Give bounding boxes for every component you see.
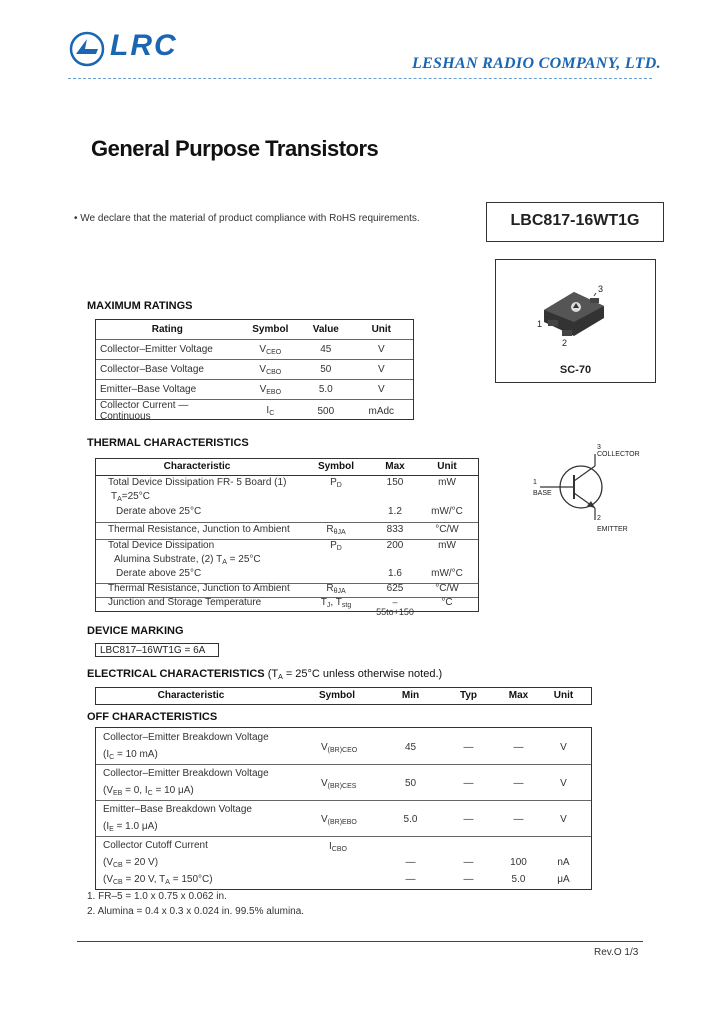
- symbol-cell: $I_{CBO}$: [329, 841, 347, 853]
- max-cell: 100: [510, 857, 527, 868]
- emitter-pin-number: 2: [597, 515, 601, 522]
- table-row: [96, 380, 413, 400]
- symbol-text: V: [259, 363, 267, 375]
- characteristic-text: Total Device Dissipation FR- 5 Board (1): [108, 477, 287, 488]
- typ-cell: —: [463, 778, 474, 789]
- characteristic-subline: ($V_{CB} = 20$ V): [103, 857, 159, 869]
- package-pin1-label: 1: [537, 319, 543, 329]
- table-header-row: [96, 459, 478, 476]
- value-cell: 45: [302, 340, 350, 360]
- max-cell: 150: [386, 477, 404, 488]
- unit-cell: °C: [441, 597, 453, 608]
- symbol-cell: $P_D$: [330, 540, 342, 552]
- col-unit: Unit: [437, 461, 457, 472]
- unit-cell: mAdc: [350, 400, 413, 423]
- table-row: [96, 360, 413, 380]
- max-cell: 833: [386, 524, 404, 535]
- thermal-table: [95, 458, 479, 617]
- unit-cell: mW/°C: [431, 506, 463, 517]
- unit-cell: °C/W: [435, 583, 459, 594]
- characteristic-text: Emitter–Base Breakdown Voltage: [103, 804, 252, 815]
- col-characteristic: Characteristic: [157, 690, 225, 701]
- symbol-text: V: [259, 383, 267, 395]
- symbol-sub: EBO: [266, 388, 282, 396]
- header-divider: [68, 78, 652, 79]
- typ-cell: —: [463, 742, 474, 753]
- max-cell: –55to+150: [376, 597, 414, 617]
- typ-cell: —: [463, 874, 474, 885]
- col-symbol: Symbol: [317, 461, 355, 472]
- bullet-icon: •: [74, 213, 81, 224]
- symbol-text: V: [259, 343, 267, 355]
- thermal-heading: THERMAL CHARACTERISTICS: [87, 437, 249, 449]
- characteristic-subline: ($I_E = 1.0$ μA): [103, 821, 158, 833]
- rating-cell: Collector–Base Voltage: [96, 360, 239, 380]
- max-cell: —: [513, 814, 524, 825]
- page-title: General Purpose Transistors: [91, 136, 379, 161]
- symbol-sub: C: [269, 410, 275, 417]
- value-cell: 50: [302, 360, 350, 380]
- col-value: Value: [312, 324, 339, 335]
- max-cell: 625: [386, 583, 404, 594]
- symbol-cell: $P_D$: [330, 477, 342, 489]
- unit-cell: V: [560, 814, 567, 825]
- characteristic-subline: ($I_C = 10$ mA): [103, 749, 158, 761]
- rohs-declaration: [74, 213, 420, 224]
- electrical-heading-text: ELECTRICAL CHARACTERISTICS: [87, 668, 265, 680]
- max-cell: 5.0: [511, 874, 526, 885]
- characteristic-subline: ($V_{EB} = 0$, $I_C = 10$ μA): [103, 785, 194, 797]
- characteristic-subline: Derate above 25°C: [116, 506, 202, 517]
- symbol-cell: [239, 400, 302, 423]
- logo: [68, 28, 198, 70]
- characteristic-subline: $T_A=25^\circ C$: [111, 491, 150, 503]
- value-cell: 5.0: [302, 380, 350, 400]
- characteristic-text: Total Device Dissipation: [108, 540, 215, 551]
- unit-cell: V: [560, 778, 567, 789]
- unit-cell: °C/W: [435, 524, 459, 535]
- col-symbol: Symbol: [318, 690, 356, 701]
- table-row: [96, 765, 591, 801]
- table-header-row: [96, 320, 413, 340]
- table-row: [96, 728, 591, 765]
- symbol-cell: $V_{(BR)CEO}$: [321, 742, 358, 754]
- max-cell: —: [513, 778, 524, 789]
- characteristic-subline: Derate above 25°C: [116, 568, 202, 579]
- max-ratings-heading: MAXIMUM RATINGS: [87, 300, 193, 312]
- off-table: [95, 727, 592, 890]
- unit-cell: V: [350, 360, 413, 380]
- table-row: [96, 597, 478, 617]
- table-row: [96, 540, 478, 584]
- rating-cell: Collector Current — Continuous: [96, 400, 239, 423]
- table-row: [96, 340, 413, 360]
- max-cell: 1.6: [388, 568, 402, 579]
- symbol-sub: CEO: [266, 348, 282, 356]
- lrc-logo-icon: [68, 30, 106, 68]
- characteristic-text: Thermal Resistance, Junction to Ambient: [108, 583, 290, 594]
- electrical-header-row: [95, 687, 592, 705]
- base-label: BASE: [533, 490, 552, 497]
- device-marking-value: LBC817–16WT1G = 6A: [95, 643, 219, 657]
- symbol-cell: [239, 360, 302, 380]
- max-ratings-table: [95, 319, 414, 420]
- col-unit: Unit: [553, 690, 574, 701]
- transistor-schematic: [526, 444, 656, 536]
- logo-text: LRC: [110, 29, 178, 62]
- typ-cell: —: [463, 857, 474, 868]
- col-max: Max: [385, 461, 405, 472]
- characteristic-text: Junction and Storage Temperature: [108, 597, 262, 608]
- company-name: LESHAN RADIO COMPANY, LTD.: [412, 55, 661, 72]
- base-pin-number: 1: [533, 479, 537, 486]
- col-typ: Typ: [459, 690, 478, 701]
- table-row: [96, 400, 413, 423]
- symbol-cell: $T_J$, $T_{stg}$: [320, 597, 352, 609]
- package-pin3-label: 3: [598, 284, 604, 294]
- unit-cell: V: [560, 742, 567, 753]
- characteristic-text: Collector–Emitter Breakdown Voltage: [103, 768, 269, 779]
- electrical-conditions: ($T_A = 25^\circ C$ unless otherwise noted.): [267, 668, 443, 681]
- symbol-cell: $V_{(BR)EBO}$: [321, 814, 357, 826]
- col-unit: Unit: [371, 324, 392, 335]
- unit-cell: V: [350, 380, 413, 400]
- package-box: [495, 259, 656, 383]
- symbol-cell: $R_{\theta JA}$: [326, 524, 346, 536]
- characteristic-text: Collector–Emitter Breakdown Voltage: [103, 732, 269, 743]
- col-rating: Rating: [151, 324, 183, 335]
- symbol-cell: [239, 340, 302, 360]
- rating-cell: Collector–Emitter Voltage: [96, 340, 239, 360]
- min-cell: —: [405, 874, 416, 885]
- table-row: [96, 801, 591, 837]
- sc70-package-icon: [496, 260, 655, 360]
- unit-cell: μA: [557, 874, 570, 885]
- package-pin2-label: 2: [562, 338, 568, 348]
- symbol-cell: $V_{(BR)CES}$: [321, 778, 357, 790]
- unit-cell: nA: [557, 857, 570, 868]
- min-cell: —: [405, 857, 416, 868]
- rating-cell: Emitter–Base Voltage: [96, 380, 239, 400]
- col-characteristic: Characteristic: [163, 461, 231, 472]
- characteristic-text: Thermal Resistance, Junction to Ambient: [108, 524, 290, 535]
- max-cell: 1.2: [388, 506, 402, 517]
- characteristic-subline: ($V_{CB} = 20$ V, $T_A = 150^\circ C$): [103, 874, 213, 886]
- part-number: LBC817-16WT1G: [486, 202, 664, 242]
- revision-page: Rev.O 1/3: [594, 947, 639, 958]
- symbol-sub: CBO: [266, 368, 282, 376]
- table-row: [96, 523, 478, 540]
- max-cell: 200: [386, 540, 404, 551]
- table-row: [96, 584, 478, 598]
- unit-cell: mW: [438, 540, 456, 551]
- device-marking-heading: DEVICE MARKING: [87, 625, 184, 637]
- table-row: [96, 476, 478, 523]
- collector-pin-number: 3: [597, 444, 601, 451]
- table-row: [96, 837, 591, 889]
- min-cell: 45: [404, 742, 417, 753]
- collector-label: COLLECTOR: [597, 451, 640, 458]
- max-cell: —: [513, 742, 524, 753]
- characteristic-text: Collector Cutoff Current: [103, 840, 208, 851]
- symbol-text: I: [266, 405, 270, 416]
- unit-cell: V: [350, 340, 413, 360]
- min-cell: 50: [404, 778, 417, 789]
- off-heading: OFF CHARACTERISTICS: [87, 711, 218, 723]
- value-cell: 500: [302, 400, 350, 423]
- characteristic-subline: Alumina Substrate, (2) $T_A = 25^\circ C$: [114, 554, 261, 566]
- footnote-2: 2. Alumina = 0.4 x 0.3 x 0.024 in. 99.5% alumina.: [87, 906, 305, 917]
- min-cell: 5.0: [403, 814, 418, 825]
- footnote-1: 1. FR–5 = 1.0 x 0.75 x 0.062 in.: [87, 891, 227, 902]
- unit-cell: mW: [438, 477, 456, 488]
- rohs-text: We declare that the material of product compliance with RoHS requirements.: [80, 213, 420, 224]
- symbol-cell: [239, 380, 302, 400]
- emitter-label: EMITTER: [597, 526, 628, 533]
- col-min: Min: [401, 690, 420, 701]
- package-name: SC-70: [559, 364, 592, 376]
- footer-divider: [77, 941, 643, 942]
- electrical-heading: [87, 668, 442, 681]
- col-max: Max: [508, 690, 529, 701]
- symbol-cell: $R_{\theta JA}$: [326, 583, 346, 595]
- unit-cell: mW/°C: [431, 568, 463, 579]
- typ-cell: —: [463, 814, 474, 825]
- col-symbol: Symbol: [252, 324, 289, 335]
